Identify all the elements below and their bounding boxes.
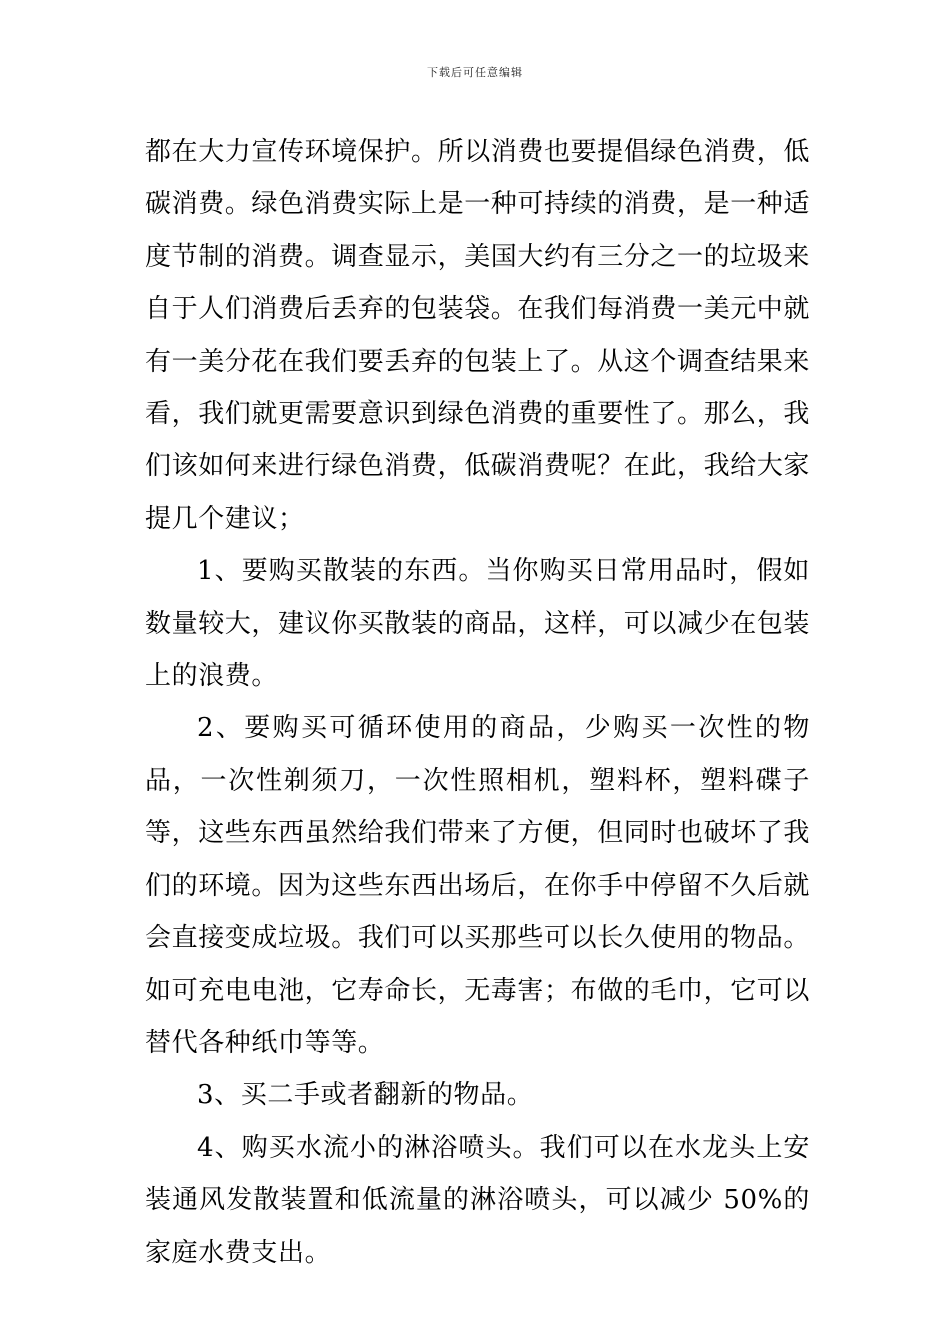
paragraph-item-2: 2、要购买可循环使用的商品，少购买一次性的物品，一次性剃须刀，一次性照相机，塑料杯，塑料碟子等，这些东西虽然给我们带来了方便，但同时也破坏了我们的环境。因为这些东西出场后，在你手中停留不久后就会直接变成垃圾。我们可以买那些可以长久使用的物品。如可充电电池，它寿命长，无毒害；布做的毛巾，它可以替代各种纸巾等等。: [145, 713, 811, 1058]
paragraph-continued: 都在大力宣传环境保护。所以消费也要提倡绿色消费，低碳消费。绿色消费实际上是一种可持续的消费，是一种适度节制的消费。调查显示，美国大约有三分之一的垃圾来自于人们消费后丢弃的包装袋。在我们每消费一美元中就有一美分花在我们要丢弃的包装上了。从这个调查结果来看，我们就更需要意识到绿色消费的重要性了。那么，我们该如何来进行绿色消费，低碳消费呢？在此，我给大家提几个建议；: [145, 137, 811, 534]
document-body: [145, 126, 810, 1279]
paragraph-item-1: 1、要购买散装的东西。当你购买日常用品时，假如数量较大，建议你买散装的商品，这样，可以减少在包装上的浪费。: [145, 556, 811, 692]
paragraph-item-4: 4、购买水流小的淋浴喷头。我们可以在水龙头上安装通风发散装置和低流量的淋浴喷头，可以减少 50%的家庭水费支出。: [145, 1132, 810, 1268]
paragraph-item-3: 3、买二手或者翻新的物品。: [197, 1080, 534, 1111]
header-note: 下载后可任意编辑: [427, 66, 523, 79]
